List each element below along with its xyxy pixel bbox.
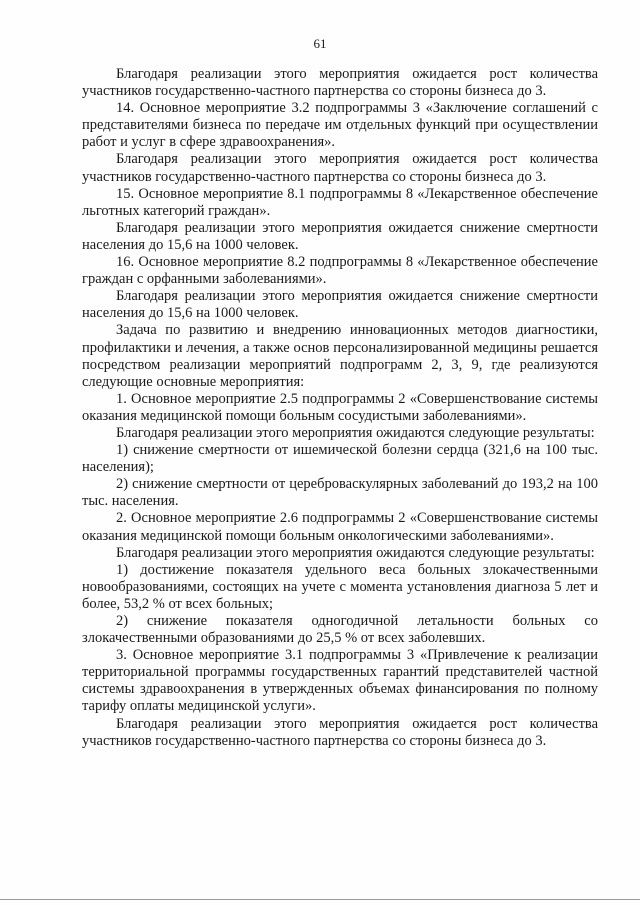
paragraph: 15. Основное мероприятие 8.1 подпрограммы 8 «Лекарственное обеспечение льготных категорий граждан».: [82, 185, 598, 219]
paragraph: 1) достижение показателя удельного веса больных злокачественными новообразованиями, состоящих на учете с момента установления диагноза 5 лет и более, 53,2 % от всех больных;: [82, 561, 598, 612]
paragraph: 2) снижение показателя одногодичной летальности больных со злокачественными образованиями до 25,5 % от всех заболевших.: [82, 613, 598, 647]
paragraph: Задача по развитию и внедрению инновационных методов диагностики, профилактики и лечения, а также основ персонализированной медицины решается посредством реализации мероприятий подпрограмм 2, 3, 9, где реализуются следующие основные мероприятия:: [82, 322, 598, 390]
paragraph: 16. Основное мероприятие 8.2 подпрограммы 8 «Лекарственное обеспечение граждан с орфанными заболеваниями».: [82, 254, 598, 288]
paragraph: 2) снижение смертности от цереброваскулярных заболеваний до 193,2 на 100 тыс. населения.: [82, 476, 598, 510]
document-body: [82, 66, 598, 750]
page-number: 61: [313, 36, 327, 51]
paragraph: Благодаря реализации этого мероприятия ожидается рост количества участников государственно-частного партнерства со стороны бизнеса до 3.: [82, 715, 598, 749]
paragraph: Благодаря реализации этого мероприятия ожидается рост количества участников государственно-частного партнерства со стороны бизнеса до 3.: [82, 66, 598, 100]
paragraph: Благодаря реализации этого мероприятия ожидается рост количества участников государственно-частного партнерства со стороны бизнеса до 3.: [82, 151, 598, 185]
paragraph: Благодаря реализации этого мероприятия ожидаются следующие результаты:: [116, 424, 595, 441]
paragraph: Благодаря реализации этого мероприятия ожидается снижение смертности населения до 15,6 на 1000 человек.: [82, 219, 598, 253]
paragraph: 1. Основное мероприятие 2.5 подпрограммы 2 «Совершенствование системы оказания медицинской помощи больным сосудистыми заболеваниями».: [82, 390, 598, 424]
paragraph: Благодаря реализации этого мероприятия ожидаются следующие результаты:: [116, 544, 595, 561]
paragraph: Благодаря реализации этого мероприятия ожидается снижение смертности населения до 15,6 на 1000 человек.: [82, 288, 598, 322]
page-bottom-edge: [0, 899, 640, 900]
paragraph: 1) снижение смертности от ишемической болезни сердца (321,6 на 100 тыс. населения);: [82, 442, 598, 476]
paragraph: 2. Основное мероприятие 2.6 подпрограммы 2 «Совершенствование системы оказания медицинской помощи больным онкологическими заболеваниями».: [82, 510, 598, 544]
paragraph: 3. Основное мероприятие 3.1 подпрограммы 3 «Привлечение к реализации территориальной программы государственных гарантий представителей частной системы здравоохранения в утвержденных объемах финансирования по полному тарифу оплаты медицинской услуги».: [82, 647, 598, 715]
paragraph: 14. Основное мероприятие 3.2 подпрограммы 3 «Заключение соглашений с представителями бизнеса по передаче им отдельных функций при осуществлении работ и услуг в сфере здравоохранения».: [82, 100, 598, 151]
